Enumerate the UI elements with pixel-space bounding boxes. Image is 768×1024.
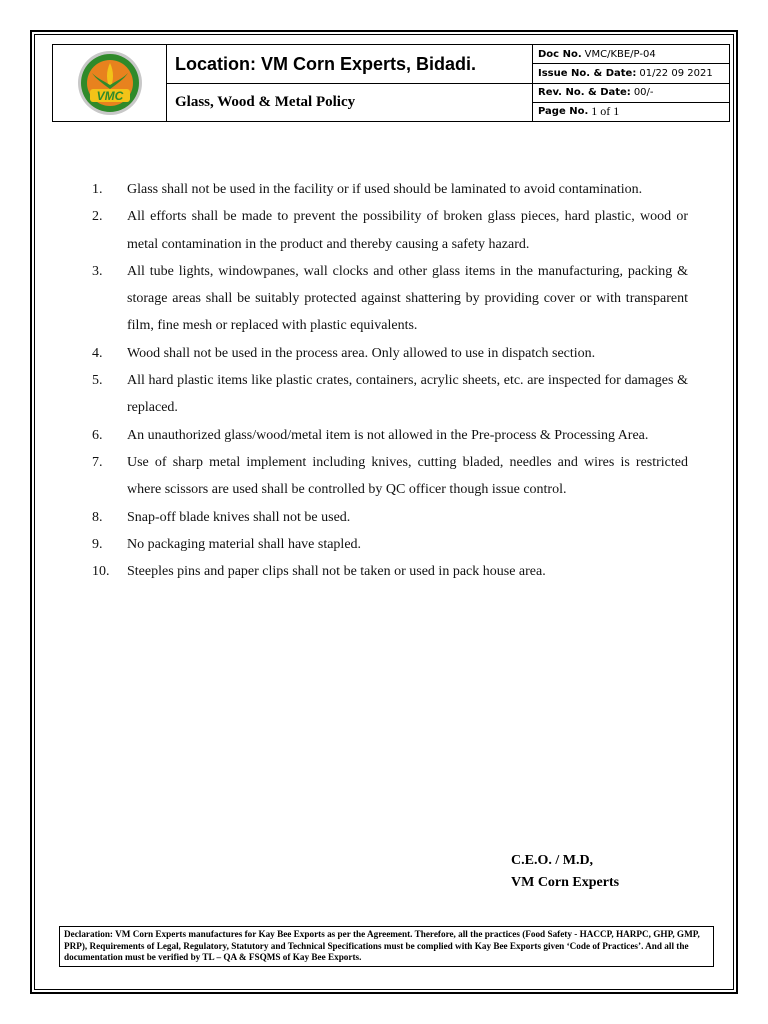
list-item: [84, 176, 688, 203]
page-number-value: 1 of 1: [591, 104, 620, 119]
list-item-number: 6.: [92, 427, 103, 443]
document-header: [52, 44, 730, 122]
page-number-row: [533, 103, 729, 121]
policy-title: Glass, Wood & Metal Policy: [175, 94, 356, 110]
policy-list: [84, 176, 688, 585]
list-item-text: All tube lights, windowpanes, wall clocks and other glass items in the manufacturing, packing & storage areas shall be suitably protected against shattering by providing cover or with transparent film, fine mesh or replaced with plastic equivalents.: [127, 263, 688, 334]
list-item-text: All efforts shall be made to prevent the possibility of broken glass pieces, hard plastic, wood or metal contamination in the product and thereby causing a safety hazard.: [127, 209, 688, 252]
signature-block: [511, 850, 619, 894]
doc-number-label: Doc No.: [538, 48, 582, 60]
list-item: [84, 558, 688, 585]
list-item: [84, 504, 688, 531]
doc-number-row: [533, 45, 729, 64]
list-item-text: All hard plastic items like plastic crates, containers, acrylic sheets, etc. are inspected for damages & replaced.: [127, 373, 688, 416]
list-item-number: 7.: [92, 454, 103, 470]
list-item: [84, 340, 688, 367]
list-item-number: 3.: [92, 263, 103, 279]
list-item-text: Use of sharp metal implement including knives, cutting bladed, needles and wires is restricted where scissors are used shall be controlled by QC officer though issue control.: [127, 454, 688, 498]
title-cell: [167, 45, 533, 121]
page-number-label: Page No.: [538, 106, 589, 118]
list-item-text: An unauthorized glass/wood/metal item is not allowed in the Pre-process & Processing Area.: [127, 427, 649, 443]
issue-label: Issue No. & Date:: [538, 67, 637, 79]
list-item-text: Snap-off blade knives shall not be used.: [127, 509, 351, 525]
list-item: [84, 531, 688, 558]
logo-cell: [53, 45, 167, 121]
signature-title: C.E.O. / M.D,: [511, 853, 594, 868]
list-item: [84, 422, 688, 449]
list-item-number: 4.: [92, 345, 103, 361]
list-item-text: Glass shall not be used in the facility or if used should be laminated to avoid contamination.: [127, 182, 643, 197]
revision-row: [533, 84, 729, 103]
logo-text: VMC: [96, 89, 123, 103]
list-item-text: Steeples pins and paper clips shall not be taken or used in pack house area.: [127, 564, 546, 580]
list-item-number: 1.: [92, 182, 103, 197]
revision-label: Rev. No. & Date:: [538, 87, 631, 99]
list-item-number: 9.: [92, 536, 103, 552]
list-item-number: 2.: [92, 209, 103, 225]
list-item-number: 8.: [92, 509, 103, 525]
list-item: [84, 449, 688, 504]
list-item: [84, 258, 688, 340]
list-item-text: Wood shall not be used in the process area. Only allowed to use in dispatch section.: [127, 345, 596, 361]
location-title: Location: VM Corn Experts, Bidadi.: [167, 45, 532, 84]
list-item-number: 10.: [92, 564, 110, 580]
issue-row: [533, 64, 729, 83]
issue-value: 01/22 09 2021: [639, 67, 713, 79]
list-item-number: 5.: [92, 373, 103, 389]
doc-number-value: VMC/KBE/P-04: [584, 48, 656, 60]
revision-value: 00/-: [633, 87, 654, 99]
list-item: [84, 203, 688, 258]
signature-company: VM Corn Experts: [511, 875, 620, 890]
company-logo: [76, 49, 144, 117]
list-item: [84, 367, 688, 422]
document-meta: [533, 45, 729, 121]
declaration-box: Declaration: VM Corn Experts manufactures for Kay Bee Exports as per the Agreement. Therefore, all the practices (Food Safety - HACCP, HARPC, GHP, GMP, PRP), Requirements of Legal, Regulatory, Statutory and Technical Specifications must be complied with Kay Bee Exports given ‘Code of Practices’. And all the documentation must be verified by TL – QA & FSQMS of Kay Bee Exports.: [59, 926, 714, 967]
list-item-text: No packaging material shall have stapled.: [127, 536, 362, 552]
